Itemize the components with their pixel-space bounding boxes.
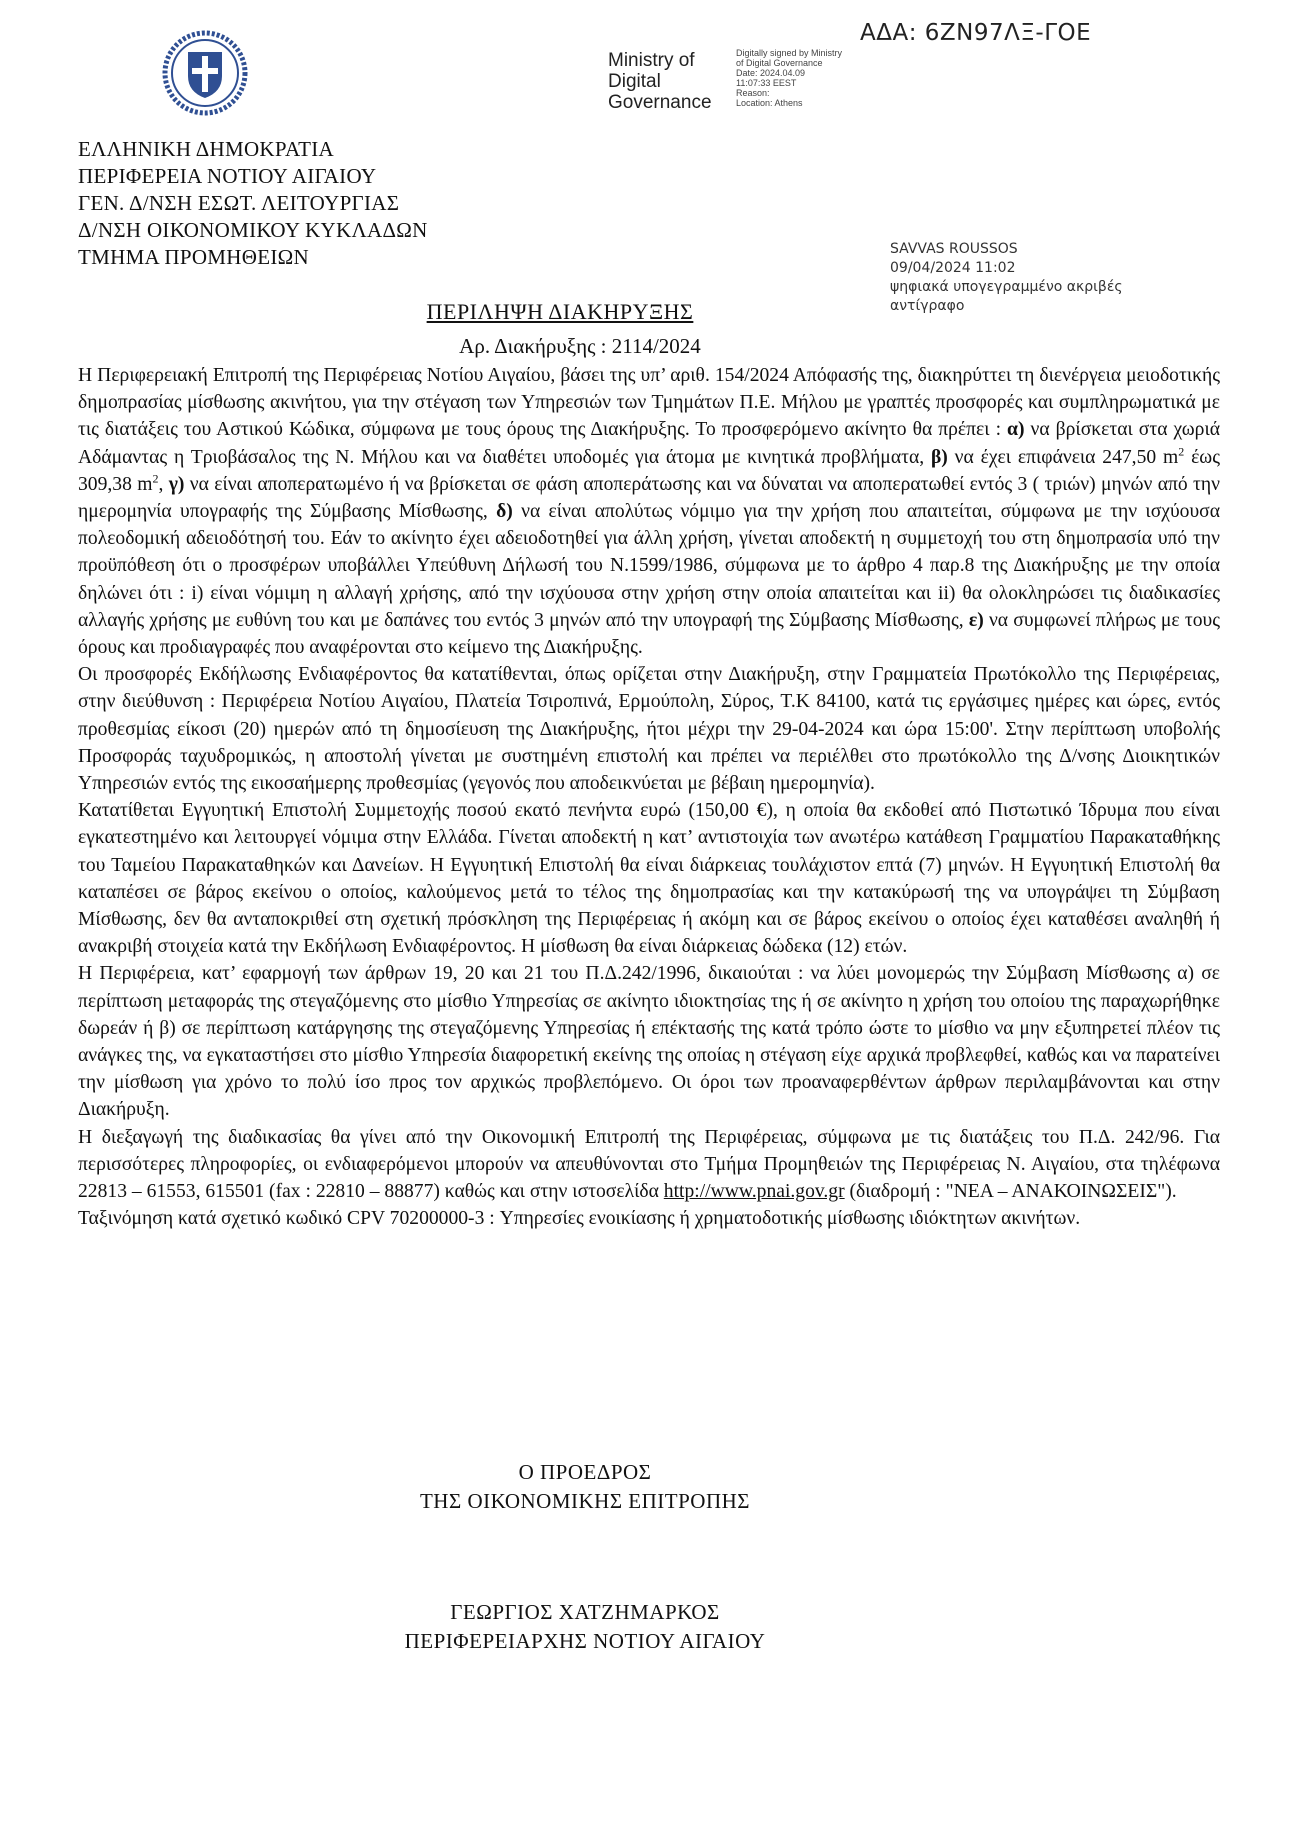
item-marker: δ) xyxy=(496,501,513,523)
header-line: ΠΕΡΙΦΕΡΕΙΑ ΝΟΤΙΟΥ ΑΙΓΑΙΟΥ xyxy=(78,164,377,188)
item-marker: β) xyxy=(930,446,948,468)
paragraph-property-requirements xyxy=(78,362,1220,661)
paragraph-guarantee: Κατατίθεται Εγγυητική Επιστολή Συμμετοχής ποσού εκατό πενήντα ευρώ (150,00 €), η οποία θα εκδοθεί από Πιστωτικό Ίδρυμα που είναι εγκατεστημένο και λειτουργεί νόμιμα στην Ελλάδα. Γίνεται αποδεκτή η κατ’ αντιστοιχία των ανωτέρω κατάθεση Γραμματίου Παρακαταθήκης του Ταμείου Παρακαταθηκών και Δανείων. Η Εγγυητική Επιστολή θα είναι διάρκειας τουλάχιστον επτά (7) μηνών. Η Εγγυητική Επιστολή θα καταπέσει σε βάρος εκείνου ο οποίος, καλούμενος μετά το τέλος της δημοπρασίας και την κατακύρωσή της να υπογράψει τη Σύμβαση Μίσθωσης, δεν θα ανταποκριθεί στη σχετική πρόσκληση της Περιφέρειας ή ακόμη και σε βάρος εκείνου ο οποίος έχει καταθέσει αναληθή ή ανακριβή στοιχεία κατά την Εκδήλωση Ενδιαφέροντος. Η μίσθωση θα είναι διάρκειας δώδεκα (12) ετών. xyxy=(78,800,1220,958)
header-line: ΕΛΛΗΝΙΚΗ ΔΗΜΟΚΡΑΤΙΑ xyxy=(78,137,335,161)
text: έως 309,38 m xyxy=(78,446,1220,495)
item-marker: γ) xyxy=(168,473,185,495)
text: (διαδρομή : "ΝΕΑ – ΑΝΑΚΟΙΝΩΣΕΙΣ"). xyxy=(844,1181,1177,1203)
regional-governor-block xyxy=(300,1598,870,1656)
signer-stamp xyxy=(890,240,1123,316)
text: , xyxy=(158,473,169,495)
superscript: 2 xyxy=(1178,444,1185,459)
sig-meta-line: of Digital Governance xyxy=(736,58,823,68)
text: να έχει επιφάνεια 247,50 m xyxy=(947,446,1179,468)
committee-president-block xyxy=(300,1458,870,1516)
sign-line: Ο ΠΡΟΕΔΡΟΣ xyxy=(518,1460,652,1484)
document-body xyxy=(78,362,1220,1233)
sign-line: ΠΕΡΙΦΕΡΕΙΑΡΧΗΣ ΝΟΤΙΟΥ ΑΙΓΑΙΟΥ xyxy=(404,1629,766,1653)
text: να είναι απολύτως νόμιμο για την χρήση που απαιτείται, σύμφωνα με την ισχύουσα πολεοδομική αδειοδότησή του. Εάν το ακίνητο έχει αδειοδοτηθεί για άλλη χρήση, γίνεται αποδεκτή η συμμετοχή του στη δημοπρασία υπό την προϋπόθεση ότι ο προσφέρων υποβάλλει Υπεύθυνη Δήλωσή του Ν.1599/1986, σύμφωνα με το άρθρο 4 παρ.8 της Διακήρυξης με την οποία δηλώνει ότι : i) είναι νόμιμη η αλλαγή χρήσης, από την ισχύουσα στην χρήση στην οποία απαιτείται και ii) θα ολοκληρώσει τις διαδικασίες αλλαγής χρήσης με ευθύνη του και με δαπάνες του εντός 3 μηνών από την υπογραφή της Σύμβασης Μίσθωσης, xyxy=(78,501,1220,631)
sign-line: ΓΕΩΡΓΙΟΣ ΧΑΤΖΗΜΑΡΚΟΣ xyxy=(450,1600,720,1624)
sig-org-line: Digital xyxy=(608,71,661,92)
declaration-number: Αρ. Διακήρυξης : 2114/2024 xyxy=(459,334,701,358)
text: να βρίσκεται στα χωριά Αδάμαντας η Τριοβάσαλος της Ν. Μήλου και να διαθέτει υποδομές για άτομα με κινητικά προβλήματα, xyxy=(78,419,1220,468)
digital-signature-meta xyxy=(736,48,886,108)
ada-code: ΑΔΑ: 6ΖΝ97ΛΞ-ΓΟΕ xyxy=(860,20,1092,46)
signer-note: ψηφιακά υπογεγραμμένο ακριβές xyxy=(890,279,1123,295)
paragraph-termination: Η Περιφέρεια, κατ’ εφαρμογή των άρθρων 19, 20 και 21 του Π.Δ.242/1996, δικαιούται : να λύει μονομερώς την Σύμβαση Μίσθωσης α) σε περίπτωση μεταφοράς της στεγαζόμενης στο μίσθιο Υπηρεσίας σε ακίνητο ιδιοκτησίας της ή σε ακίνητο η χρήση του οποίου της παραχωρήθηκε δωρεάν ή β) σε περίπτωση κατάργησης της στεγαζόμενης Υπηρεσίας ή επέκτασής της κατά τρόπο ώστε το μίσθιο να μην εξυπηρετεί πλέον τις ανάγκες της, να εγκαταστήσει στο μίσθιο Υπηρεσία διαφορετική εκείνης της οποίας η στέγαση είχε αρχικά προβλεφθεί, καθώς και να παρατείνει την μίσθωση για χρόνο το πολύ ίσο προς τον αρχικώς προβλεπόμενο. Οι όροι των προαναφερθέντων άρθρων περιλαμβάνονται και στην Διακήρυξη. xyxy=(78,963,1220,1121)
item-marker: α) xyxy=(1007,419,1025,441)
paragraph-cpv: Ταξινόμηση κατά σχετικό κωδικό CPV 70200000-3 : Υπηρεσίες ενοικίασης ή χρηματοδοτικής μίσθωσης ιδιόκτητων ακινήτων. xyxy=(78,1208,1081,1230)
sig-org-line: Ministry of xyxy=(608,50,695,71)
sig-meta-line: Reason: xyxy=(736,88,770,98)
text: Η διεξαγωγή της διαδικασίας θα γίνει από την Οικονομική Επιτροπή της Περιφέρειας, σύμφωνα με τις διατάξεις του Π.Δ. 242/96. Για περισσότερες πληροφορίες, οι ενδιαφερόμενοι μπορούν να απευθύνονται στο Τμήμα Προμηθειών της Περιφέρειας Ν. Αιγαίου, στα τηλέφωνα 22813 – 61553, 615501 (fax : 22810 – 88877) καθώς και στην ιστοσελίδα xyxy=(78,1126,1220,1203)
sig-meta-line: Digitally signed by Ministry xyxy=(736,48,843,58)
text: να είναι αποπερατωμένο ή να βρίσκεται σε φάση αποπεράτωσης και να δύναται να αποπερατωθεί εντός 3 ( τριών) μηνών από την ημερομηνία υπογραφής της Σύμβασης Μίσθωσης, xyxy=(78,473,1221,523)
paragraph-contact xyxy=(78,1124,1220,1206)
sig-meta-line: Location: Athens xyxy=(736,98,803,108)
text: Η Περιφερειακή Επιτροπή της Περιφέρειας Νοτίου Αιγαίου, βάσει της υπ’ αριθ. 154/2024 Απόφασής της, διακηρύττει τη διενέργεια μειοδοτικής δημοπρασίας μίσθωσης ακινήτου, για την στέγαση των Υπηρεσιών των Τμημάτων Π.Ε. Μήλου με γραπτές προσφορές και συμπληρωματικά με τις διατάξεις του Αστικού Κώδικα, σύμφωνα με τους όρους της Διακήρυξης. Το προσφερόμενο ακίνητο θα πρέπει : xyxy=(78,365,1220,441)
document-title: ΠΕΡΙΛΗΨΗ ΔΙΑΚΗΡΥΞΗΣ xyxy=(426,299,694,324)
sig-org-line: Governance xyxy=(608,92,712,113)
superscript: 2 xyxy=(152,471,159,486)
digital-signature-org xyxy=(608,50,712,113)
item-marker: ε) xyxy=(968,609,984,631)
sig-meta-line: 11:07:33 EEST xyxy=(736,78,797,88)
greek-coat-of-arms-icon xyxy=(160,28,250,118)
signer-name: SAVVAS ROUSSOS xyxy=(890,241,1018,257)
header-line: Δ/ΝΣΗ ΟΙΚΟΝΟΜΙΚΟΥ ΚΥΚΛΑΔΩΝ xyxy=(78,218,428,242)
signer-datetime: 09/04/2024 11:02 xyxy=(890,260,1016,276)
sig-meta-line: Date: 2024.04.09 xyxy=(736,68,806,78)
text: να συμφωνεί πλήρως με τους όρους και προδιαγραφές που αναφέρονται στο κείμενο της Διακήρυξης. xyxy=(78,609,1220,659)
website-link[interactable]: http://www.pnai.gov.gr xyxy=(663,1181,845,1203)
issuing-authority-header xyxy=(78,136,428,271)
paragraph-submission: Οι προσφορές Εκδήλωσης Ενδιαφέροντος θα κατατίθενται, όπως ορίζεται στην Διακήρυξη, στην Γραμματεία Πρωτόκολλο της Περιφέρειας, στην διεύθυνση : Περιφέρεια Νοτίου Αιγαίου, Πλατεία Τσιροπινά, Ερμούπολη, Σύρος, Τ.Κ 84100, κατά τις εργάσιμες ημέρες και ώρες, εντός προθεσμίας είκοσι (20) ημερών από τη δημοσίευση της Διακήρυξης, ήτοι μέχρι την 29-04-2024 και ώρα 15:00'. Στην περίπτωση υποβολής Προσφοράς ταχυδρομικώς, η αποστολή γίνεται με συστημένη επιστολή και πρέπει να περιέλθει στο πρωτόκολλο της Δ/νσης Διοικητικών Υπηρεσιών εντός της εικοσαήμερης προθεσμίας (γεγονός που αποδεικνύεται με βέβαιη ημερομηνία). xyxy=(78,664,1220,795)
header-line: ΓΕΝ. Δ/ΝΣΗ ΕΣΩΤ. ΛΕΙΤΟΥΡΓΙΑΣ xyxy=(78,191,400,215)
signer-note: αντίγραφο xyxy=(890,298,965,314)
header-line: ΤΜΗΜΑ ΠΡΟΜΗΘΕΙΩΝ xyxy=(78,245,310,269)
sign-line: ΤΗΣ ΟΙΚΟΝΟΜΙΚΗΣ ΕΠΙΤΡΟΠΗΣ xyxy=(419,1489,751,1513)
